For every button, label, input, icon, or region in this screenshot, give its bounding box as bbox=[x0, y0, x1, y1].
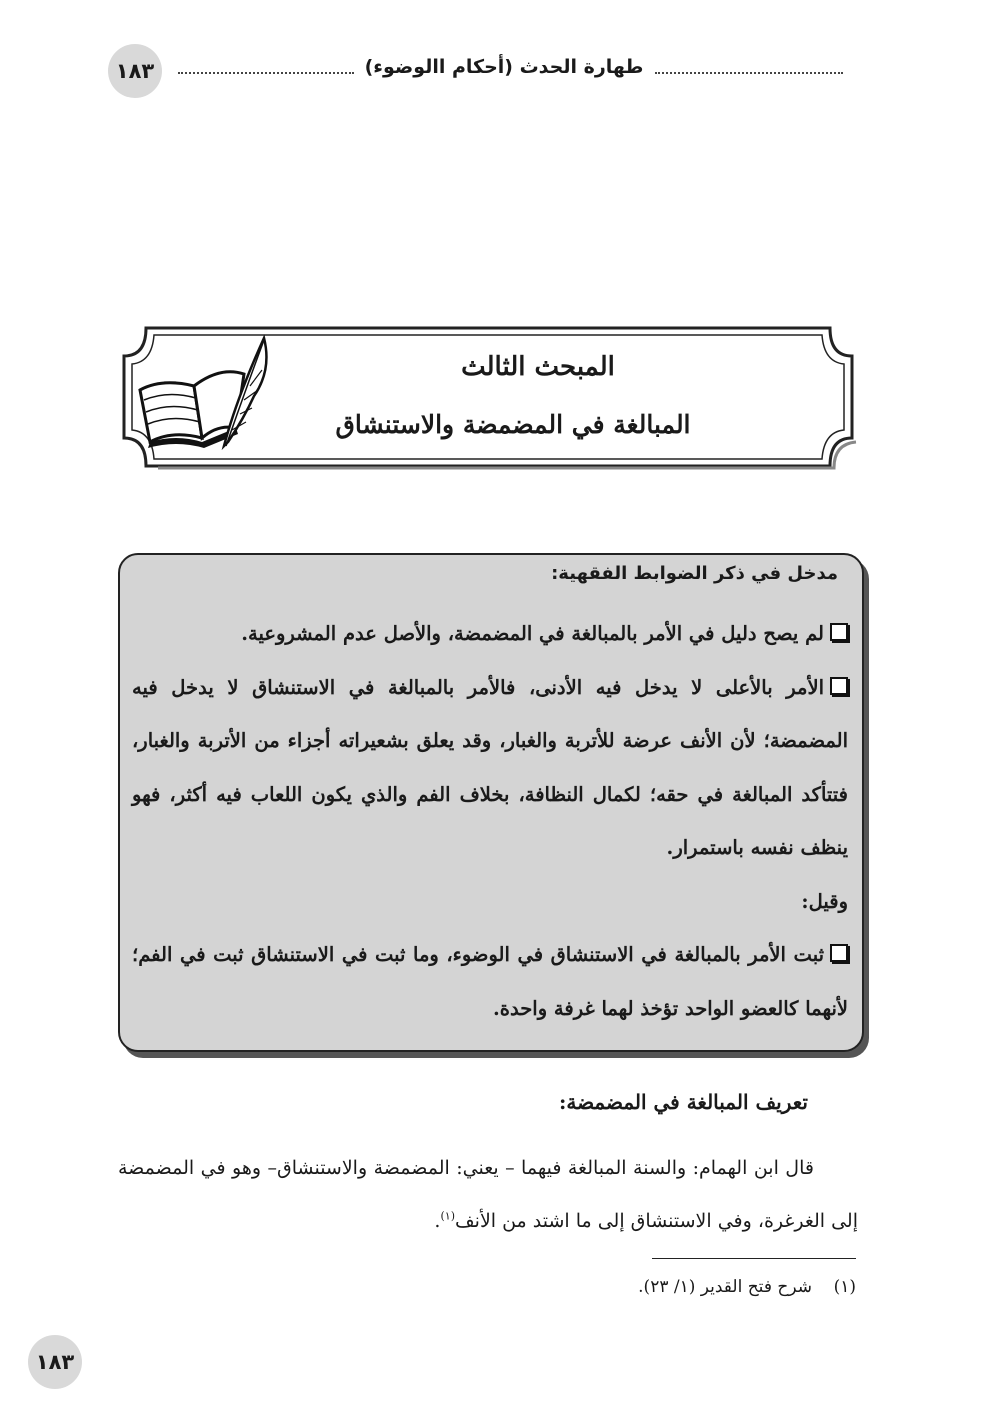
chapter-title: المبحث الثالث bbox=[461, 352, 615, 382]
page-number: ١٨٣ bbox=[115, 59, 155, 83]
rule-item: الأمر بالأعلى لا يدخل فيه الأدنى، فالأمر بالمبالغة في الاستنشاق لا يدخل فيه المضمضة؛ لأن الأنف عرضة للأتربة والغبار، وقد يعلق بشعيراته أجزاء من الأتربة والغبار، فتتأكد المبالغة في حقه؛ لكمال النظافة، بخلاف الفم والذي يكون اللعاب فيه أكثر، فهو ينظف نفسه باستمرار. bbox=[132, 675, 848, 859]
footnote-reference: (١) bbox=[440, 1209, 455, 1223]
footnote bbox=[638, 1277, 856, 1297]
header-dotted-leader-left bbox=[178, 72, 354, 74]
rule-aside: وقيل: bbox=[801, 889, 848, 913]
running-title: طهارة الحدث (أحكام االوضوء) bbox=[364, 56, 644, 78]
rules-box-text bbox=[132, 607, 848, 1035]
section-heading: تعريف المبالغة في المضمضة: bbox=[558, 1090, 808, 1114]
checkbox-bullet-icon bbox=[830, 677, 848, 695]
rules-box bbox=[118, 553, 864, 1052]
footnote-marker: (١) bbox=[833, 1277, 856, 1297]
footnote-text: شرح فتح القدير (١/ ٢٣). bbox=[638, 1277, 812, 1297]
rule-item: لم يصح دليل في الأمر بالمبالغة في المضمضة، والأصل عدم المشروعية. bbox=[132, 607, 848, 661]
header-dotted-leader-right bbox=[655, 72, 843, 74]
footnote-separator bbox=[652, 1258, 856, 1259]
page-number-badge-bottom bbox=[28, 1335, 82, 1389]
rules-box-heading: مدخل في ذكر الضوابط الفقهية: bbox=[551, 563, 838, 584]
checkbox-bullet-icon bbox=[830, 944, 848, 962]
body-paragraph: قال ابن الهمام: والسنة المبالغة فيهما – يعني: المضمضة والاستنشاق– وهو في المضمضة إلى الغرغرة، وفي الاستنشاق إلى ما اشتد من الأنف$^{(١)}$. bbox=[118, 1157, 858, 1232]
book-and-quill-icon bbox=[132, 330, 277, 452]
page-number-badge-top bbox=[108, 44, 162, 98]
rule-item: ثبت الأمر بالمبالغة في الاستنشاق في الوضوء، وما ثبت في الاستنشاق ثبت في الفم؛ لأنهما كالعضو الواحد تؤخذ لهما غرفة واحدة. bbox=[132, 943, 848, 1020]
chapter-subtitle: المبالغة في المضمضة والاستنشاق bbox=[335, 410, 691, 439]
page-number: ١٨٣ bbox=[35, 1350, 75, 1374]
chapter-title-frame bbox=[118, 322, 858, 472]
checkbox-bullet-icon bbox=[830, 623, 848, 641]
